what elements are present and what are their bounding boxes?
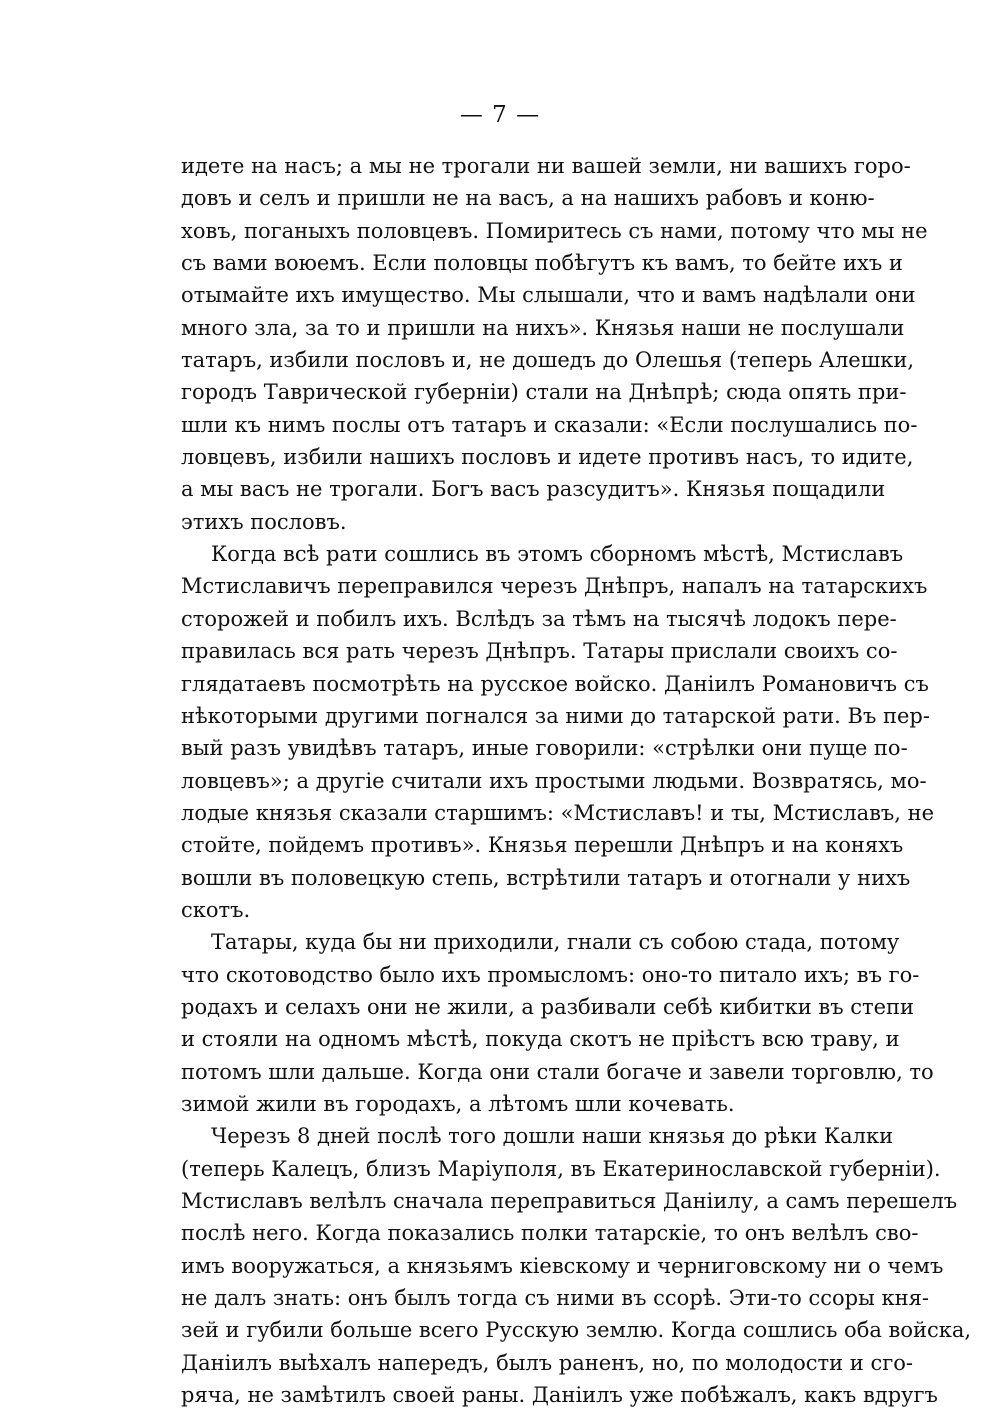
text-line: и стояли на одномъ мѣстѣ, покуда скотъ не пріѣстъ всю траву, и [181, 1027, 900, 1052]
text-line: зимой жили въ городахъ, а лѣтомъ шли кочевать. [181, 1091, 735, 1116]
text-line: ловцевъ»; а другіе считали ихъ простыми людьми. Возвратясь, мо- [181, 768, 927, 793]
text-line: отымайте ихъ имущество. Мы слышали, что и вамъ надѣлали они [181, 283, 916, 308]
text-line: идете на насъ; а мы не трогали ни вашей земли, ни вашихъ горо- [181, 154, 911, 178]
text-line: ховъ, поганыхъ половцевъ. Помиритесь съ нами, потому что мы не [181, 218, 928, 243]
text-line: Даніилъ выѣхалъ напередъ, былъ раненъ, но, по молодости и сго- [181, 1350, 913, 1375]
text-line: Татары, куда бы ни приходили, гнали съ собою стада, потому [211, 930, 900, 955]
text-line: Мстиславъ велѣлъ сначала переправиться Даніилу, а самъ перешелъ [181, 1189, 958, 1213]
text-line: Черезъ 8 дней послѣ того дошли наши князья до рѣки Калки [211, 1124, 894, 1149]
paragraph [181, 926, 934, 1120]
text-line: (теперь Калецъ, близъ Маріуполя, въ Екатеринославской губерніи). [181, 1156, 941, 1181]
text-line: зей и губили больше всего Русскую землю. Когда сошлись оба войска, [181, 1318, 972, 1343]
text-line: глядатаевъ посмотрѣть на русское войско. Даніилъ Романовичъ съ [181, 671, 929, 696]
text-line: довъ и селъ и пришли не на васъ, а на нашихъ рабовъ и коню- [181, 186, 875, 211]
text-line: правилась вся рать черезъ Днѣпръ. Татары прислали своихъ со- [181, 639, 898, 664]
text-line: что скотоводство было ихъ промысломъ: оно-то питало ихъ; въ го- [181, 962, 920, 987]
text-line: вый разъ увидѣвъ татаръ, иные говорили: «стрѣлки они пуще по- [181, 736, 908, 761]
text-line: татаръ, избили пословъ и, не дошедъ до Олешья (теперь Алешки, [181, 348, 915, 373]
text-line: родахъ и селахъ они не жили, а разбивали себѣ кибитки въ степи [181, 994, 915, 1019]
text-line: сторожей и побилъ ихъ. Вслѣдъ за тѣмъ на тысячѣ лодокъ пере- [181, 606, 897, 631]
text-line: послѣ него. Когда показались полки татарскіе, то онъ велѣлъ сво- [181, 1221, 919, 1246]
text-line: а мы васъ не трогали. Богъ васъ разсудитъ». Князья пощадили [181, 477, 886, 502]
text-line: городъ Таврической губерніи) стали на Днѣпрѣ; сюда опять при- [181, 380, 907, 405]
text-line: съ вами воюемъ. Если половцы побѣгутъ къ вамъ, то бейте ихъ и [181, 251, 903, 276]
text-line: лодые князья сказали старшимъ: «Мстиславъ! и ты, Мстиславъ, не [181, 800, 935, 825]
text-line: скотъ. [181, 897, 251, 922]
page-body [181, 150, 972, 1411]
paragraph [181, 538, 935, 926]
page-number: — 7 — [459, 102, 541, 128]
text-line: ловцевъ, избили нашихъ пословъ и идете противъ насъ, то идите, [181, 445, 914, 470]
paragraph [181, 150, 928, 538]
text-line: вошли въ половецкую степь, встрѣтили татаръ и отогнали у нихъ [181, 865, 911, 890]
text-line: нѣкоторыми другими погнался за ними до татарской рати. Въ пер- [181, 703, 930, 728]
text-line: не далъ знать: онъ былъ тогда съ ними въ ссорѣ. Эти-то ссоры кня- [181, 1286, 929, 1311]
text-line: Мстиславичъ переправился черезъ Днѣпръ, напалъ на татарскихъ [181, 574, 928, 599]
paragraph [181, 1120, 972, 1411]
text-line: этихъ пословъ. [181, 509, 347, 534]
text-line: имъ вооружаться, а князьямъ кіевскому и черниговскому ни о чемъ [181, 1253, 944, 1278]
text-line: потомъ шли дальше. Когда они стали богаче и завели торговлю, то [181, 1059, 934, 1084]
text-line: Когда всѣ рати сошлись въ этомъ сборномъ мѣстѣ, Мстиславъ [211, 542, 904, 567]
text-line: много зла, за то и пришли на нихъ». Князья наши не послушали [181, 315, 905, 340]
text-line: стойте, пойдемъ противъ». Князья перешли Днѣпръ и на коняхъ [181, 833, 904, 858]
text-line: ряча, не замѣтилъ своей раны. Даніилъ уже побѣжалъ, какъ вдругъ [181, 1383, 938, 1408]
text-line: шли къ нимъ послы отъ татаръ и сказали: «Если послушались по- [181, 412, 918, 437]
